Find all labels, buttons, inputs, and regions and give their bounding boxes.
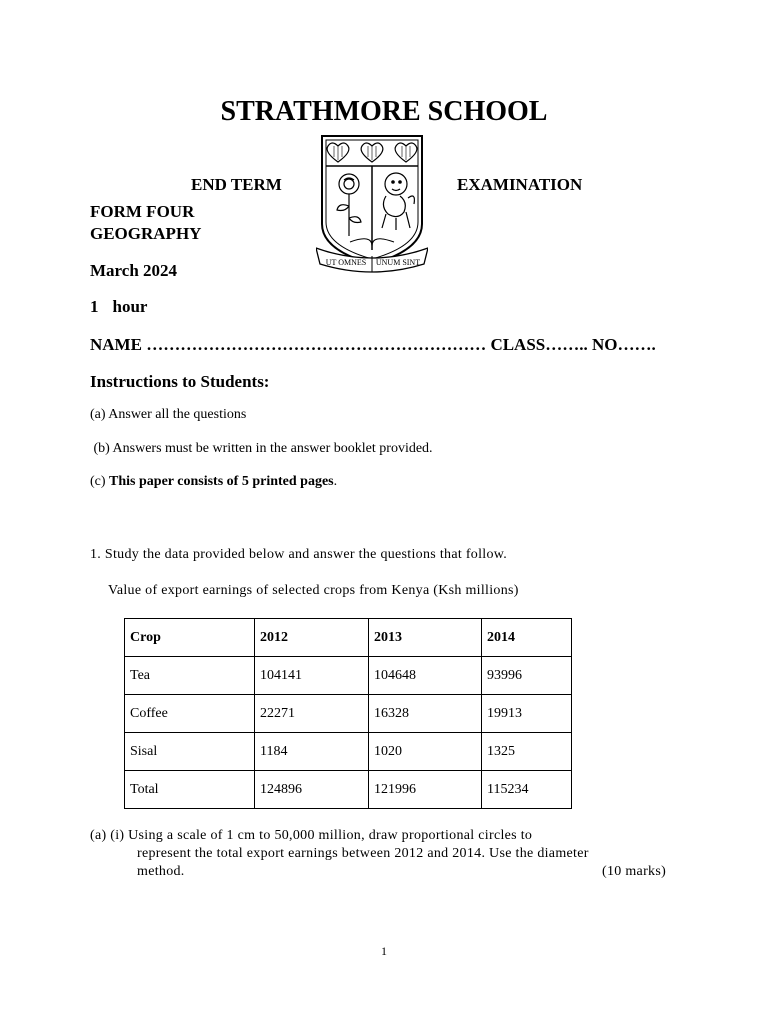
question-1-intro: 1. Study the data provided below and answer the questions that follow.	[90, 547, 508, 562]
table-cell: 104648	[369, 657, 482, 695]
table-cell: 1020	[369, 733, 482, 771]
table-cell: 1325	[482, 733, 572, 771]
part-a-line-2: represent the total export earnings between 2012 and 2014. Use the diameter	[137, 846, 589, 861]
export-earnings-table	[124, 618, 572, 809]
exam-label-left: END TERM	[191, 175, 282, 194]
part-a-line-3: method.	[137, 864, 185, 879]
part-a-line-1: (a) (i) Using a scale of 1 cm to 50,000 million, draw proportional circles to	[90, 828, 533, 843]
instruction-c-prefix: (c)	[90, 474, 110, 489]
instructions-heading: Instructions to Students:	[90, 372, 270, 391]
exam-date: March 2024	[90, 261, 178, 280]
table-cell: Total	[125, 771, 255, 809]
table-cell: 16328	[369, 695, 482, 733]
part-a-marks: (10 marks)	[602, 864, 667, 879]
school-crest-icon	[316, 132, 428, 274]
exam-label-right: EXAMINATION	[457, 175, 583, 194]
table-cell: 1184	[255, 733, 369, 771]
duration-unit: hour	[112, 297, 148, 316]
table-cell: 115234	[482, 771, 572, 809]
table-cell: 124896	[255, 771, 369, 809]
table-row	[125, 657, 572, 695]
table-cell: Sisal	[125, 733, 255, 771]
table-row	[125, 771, 572, 809]
table-cell: 104141	[255, 657, 369, 695]
page-number: 1	[381, 944, 387, 958]
table-cell: 22271	[255, 695, 369, 733]
header-cell: 2012	[255, 619, 369, 657]
table-cell: 93996	[482, 657, 572, 695]
table-row	[125, 695, 572, 733]
header-cell: 2014	[482, 619, 572, 657]
table-header-row	[125, 619, 572, 657]
table-cell: 121996	[369, 771, 482, 809]
header-cell: 2013	[369, 619, 482, 657]
table-cell: 19913	[482, 695, 572, 733]
table-caption: Value of export earnings of selected crops from Kenya (Ksh millions)	[108, 583, 519, 598]
table-cell: Tea	[125, 657, 255, 695]
form-label: FORM FOUR	[90, 202, 195, 221]
name-class-line: NAME …………………………………………………… CLASS…….. NO…….	[90, 335, 656, 354]
instruction-c-bold: This paper consists of 5 printed pages	[109, 474, 334, 489]
exam-duration	[90, 297, 147, 317]
motto-right: UNUM SINT	[375, 258, 421, 267]
duration-number: 1	[90, 297, 99, 316]
instruction-b: (b) Answers must be written in the answer booklet provided.	[90, 441, 433, 456]
instruction-a: (a) Answer all the questions	[90, 407, 247, 422]
table-cell: Coffee	[125, 695, 255, 733]
subject-label: GEOGRAPHY	[90, 224, 202, 243]
motto-left: UT OMNES	[325, 258, 367, 267]
header-cell: Crop	[125, 619, 255, 657]
table-row	[125, 733, 572, 771]
school-title: STRATHMORE SCHOOL	[220, 96, 548, 127]
instruction-c-suffix: .	[333, 474, 338, 489]
instruction-c	[90, 474, 337, 490]
